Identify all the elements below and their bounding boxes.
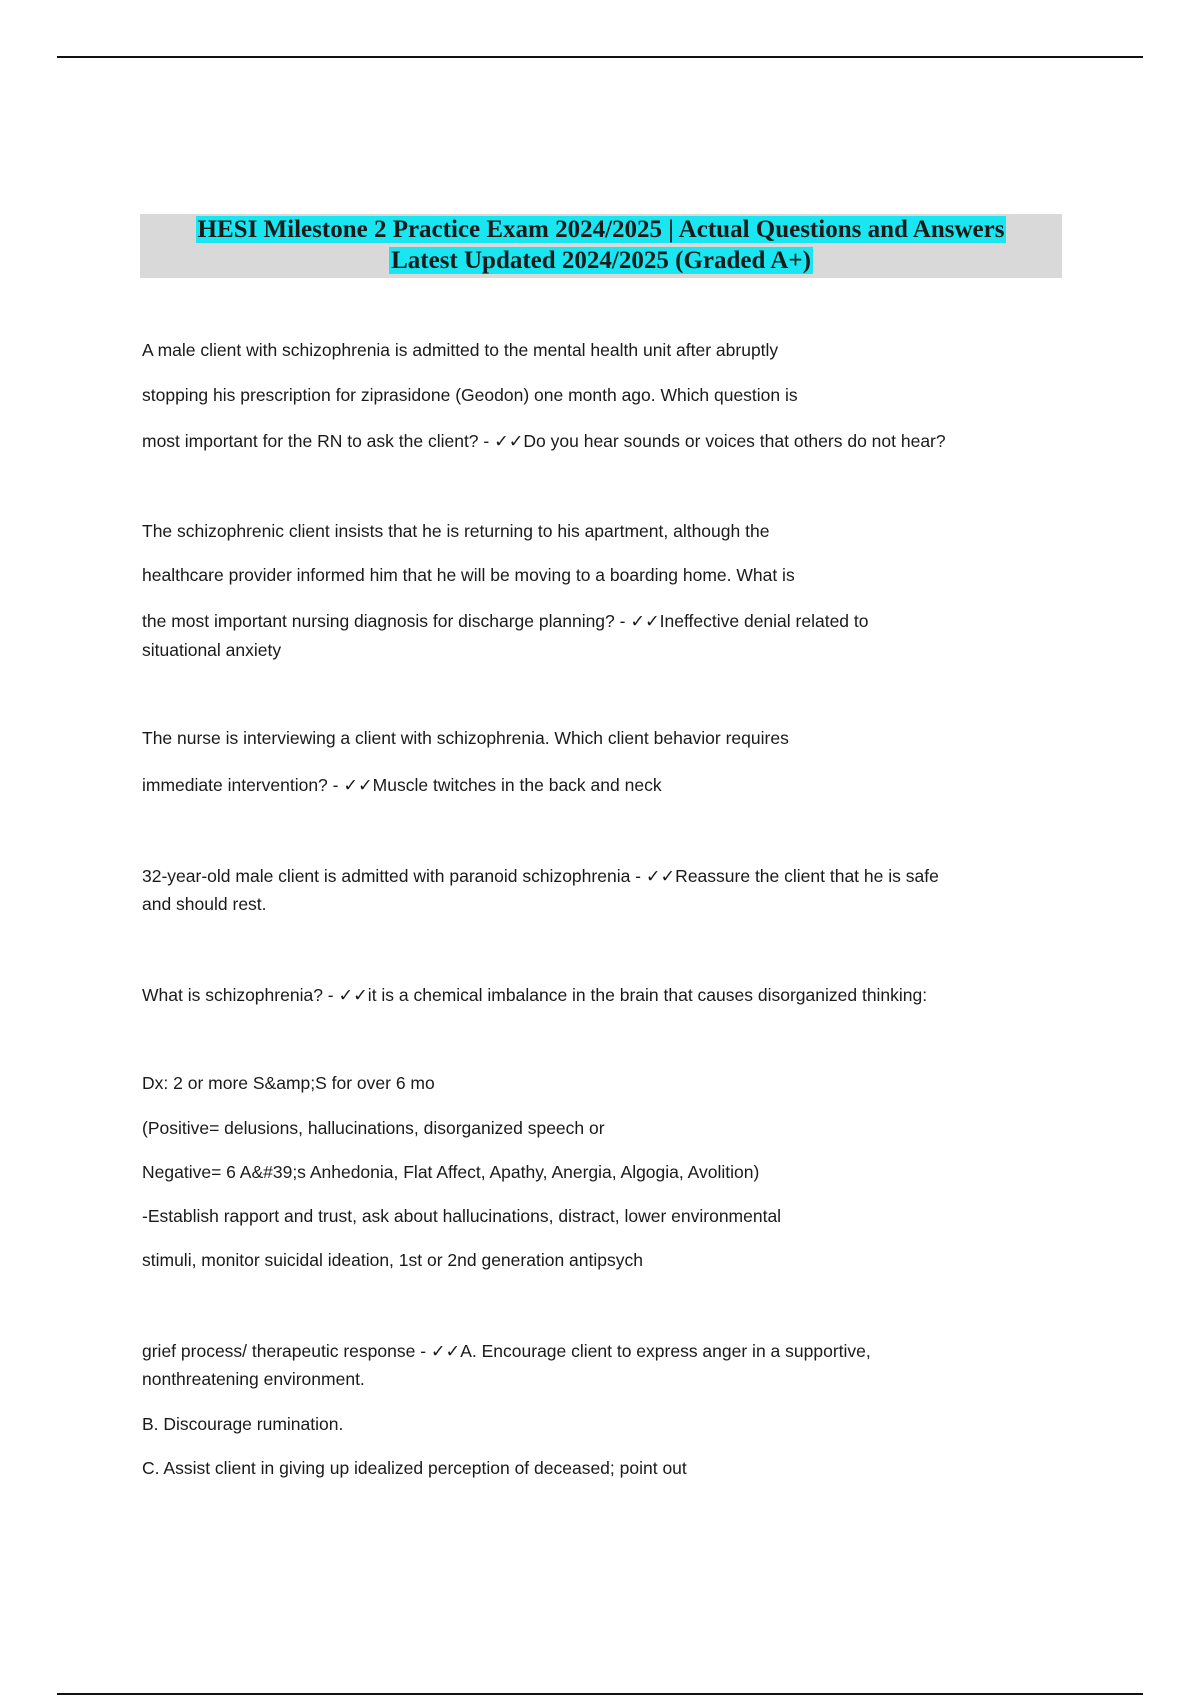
title-line-1: HESI Milestone 2 Practice Exam 2024/2025 | Actual Questions and Answers: [197, 216, 1005, 243]
document-title: [140, 214, 1062, 278]
footer-rule: [57, 1693, 1143, 1695]
q1-line-3: most important for the RN to ask the client? - ✓✓Do you hear sounds or voices that others do not hear?: [142, 431, 946, 451]
q5-line-4: Negative= 6 A&#39;s Anhedonia, Flat Affect, Apathy, Anergia, Algogia, Avolition): [142, 1162, 760, 1182]
header-rule: [57, 56, 1143, 58]
q5-line-2: Dx: 2 or more S&amp;S for over 6 mo: [142, 1073, 435, 1093]
q6-line-3: B. Discourage rumination.: [142, 1414, 344, 1434]
q4-line-1: 32-year-old male client is admitted with paranoid schizophrenia - ✓✓Reassure the client that he is safe: [142, 866, 939, 886]
q6-line-1: grief process/ therapeutic response - ✓✓A. Encourage client to express anger in a supportive,: [142, 1341, 871, 1361]
q2-line-4: situational anxiety: [142, 640, 282, 660]
q2-line-3: the most important nursing diagnosis for discharge planning? - ✓✓Ineffective denial related to: [142, 611, 869, 631]
q5-line-3: (Positive= delusions, hallucinations, disorganized speech or: [142, 1118, 605, 1138]
q6-line-2: nonthreatening environment.: [142, 1369, 365, 1389]
q2-line-1: The schizophrenic client insists that he is returning to his apartment, although the: [142, 521, 770, 541]
title-line-2: Latest Updated 2024/2025 (Graded A+): [391, 247, 811, 274]
q3-line-1: The nurse is interviewing a client with schizophrenia. Which client behavior requires: [142, 728, 789, 748]
q1-line-2: stopping his prescription for ziprasidone (Geodon) one month ago. Which question is: [142, 385, 798, 405]
q5-line-5: -Establish rapport and trust, ask about hallucinations, distract, lower environmental: [142, 1206, 782, 1226]
q6-line-4: C. Assist client in giving up idealized perception of deceased; point out: [142, 1458, 687, 1478]
q5-line-1: What is schizophrenia? - ✓✓it is a chemical imbalance in the brain that causes disorganized thinking:: [142, 985, 928, 1005]
q3-line-2: immediate intervention? - ✓✓Muscle twitches in the back and neck: [142, 775, 662, 795]
q1-line-1: A male client with schizophrenia is admitted to the mental health unit after abruptly: [142, 340, 779, 360]
q5-line-6: stimuli, monitor suicidal ideation, 1st or 2nd generation antipsych: [142, 1250, 643, 1270]
q2-line-2: healthcare provider informed him that he will be moving to a boarding home. What is: [142, 565, 795, 585]
q4-line-2: and should rest.: [142, 894, 267, 914]
